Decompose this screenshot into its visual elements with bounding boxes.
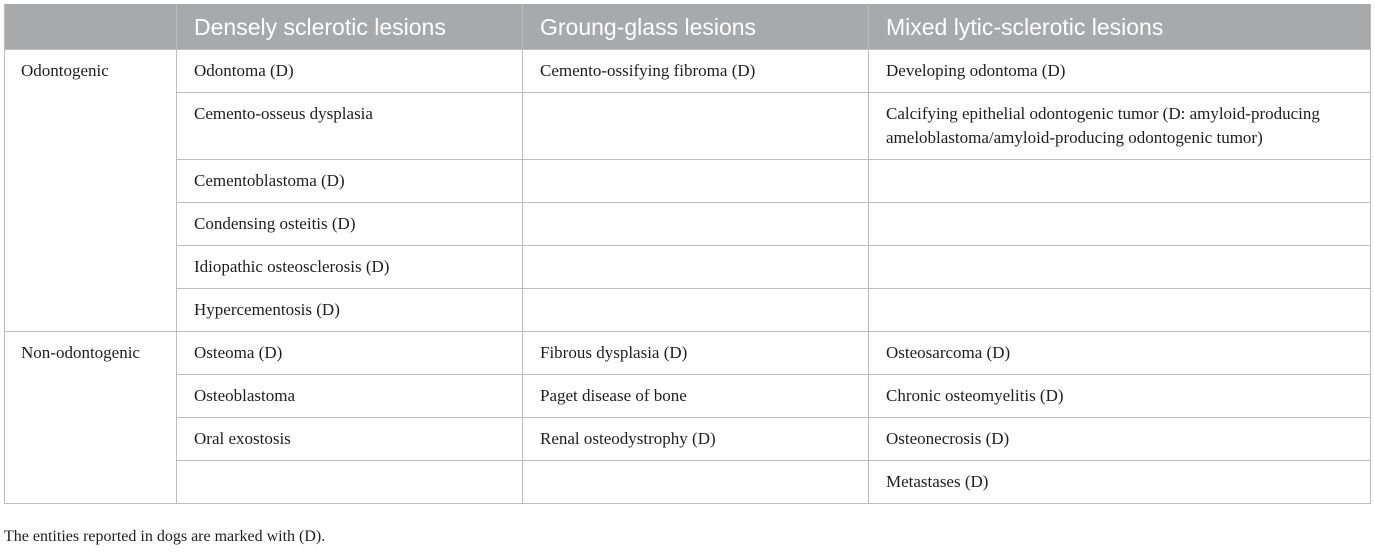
- table-cell: Calcifying epithelial odontogenic tumor (D: amyloid-producing ameloblastoma/amyloid-producing odontogenic tumor): [869, 93, 1371, 160]
- table-cell: Osteonecrosis (D): [869, 418, 1371, 461]
- group-label-odontogenic: Odontogenic: [5, 50, 177, 332]
- table-row: [5, 50, 1371, 93]
- table-cell: Odontoma (D): [177, 50, 523, 93]
- table-cell: Paget disease of bone: [523, 375, 869, 418]
- table-cell: [523, 289, 869, 332]
- table-cell: [523, 93, 869, 160]
- table-cell: Fibrous dysplasia (D): [523, 332, 869, 375]
- table-cell: [869, 246, 1371, 289]
- header-corner-cell: [5, 5, 177, 50]
- table-cell: Cemento-ossifying fibroma (D): [523, 50, 869, 93]
- table-cell: Osteoma (D): [177, 332, 523, 375]
- table-footnote: The entities reported in dogs are marked with (D).: [4, 528, 326, 545]
- table-row: [5, 289, 1371, 332]
- table-cell: Chronic osteomyelitis (D): [869, 375, 1371, 418]
- table-cell: [869, 203, 1371, 246]
- table-cell: Hypercementosis (D): [177, 289, 523, 332]
- table-cell: [177, 461, 523, 504]
- table-row: [5, 332, 1371, 375]
- table-cell: Osteoblastoma: [177, 375, 523, 418]
- table-cell: [523, 461, 869, 504]
- table-cell: [523, 160, 869, 203]
- table-cell: Oral exostosis: [177, 418, 523, 461]
- table-cell: Idiopathic osteosclerosis (D): [177, 246, 523, 289]
- header-mixed-lytic-sclerotic: Mixed lytic-sclerotic lesions: [869, 5, 1371, 50]
- lesion-classification-table: [4, 4, 1371, 504]
- header-densely-sclerotic: Densely sclerotic lesions: [177, 5, 523, 50]
- table-cell: [869, 160, 1371, 203]
- table-row: [5, 160, 1371, 203]
- table-row: [5, 93, 1371, 160]
- table-row: [5, 461, 1371, 504]
- header-ground-glass: Groung-glass lesions: [523, 5, 869, 50]
- header-row: [5, 5, 1371, 50]
- table-cell: [523, 203, 869, 246]
- table-cell: Cemento-osseus dysplasia: [177, 93, 523, 160]
- table-row: [5, 375, 1371, 418]
- table-row: [5, 418, 1371, 461]
- table-cell: Developing odontoma (D): [869, 50, 1371, 93]
- table-cell: Metastases (D): [869, 461, 1371, 504]
- table-cell: [523, 246, 869, 289]
- table-cell: Cementoblastoma (D): [177, 160, 523, 203]
- classification-table-container: [4, 4, 1370, 504]
- table-cell: Renal osteodystrophy (D): [523, 418, 869, 461]
- table-cell: Condensing osteitis (D): [177, 203, 523, 246]
- group-label-non-odontogenic: Non-odontogenic: [5, 332, 177, 504]
- table-row: [5, 203, 1371, 246]
- table-cell: Osteosarcoma (D): [869, 332, 1371, 375]
- table-row: [5, 246, 1371, 289]
- table-cell: [869, 289, 1371, 332]
